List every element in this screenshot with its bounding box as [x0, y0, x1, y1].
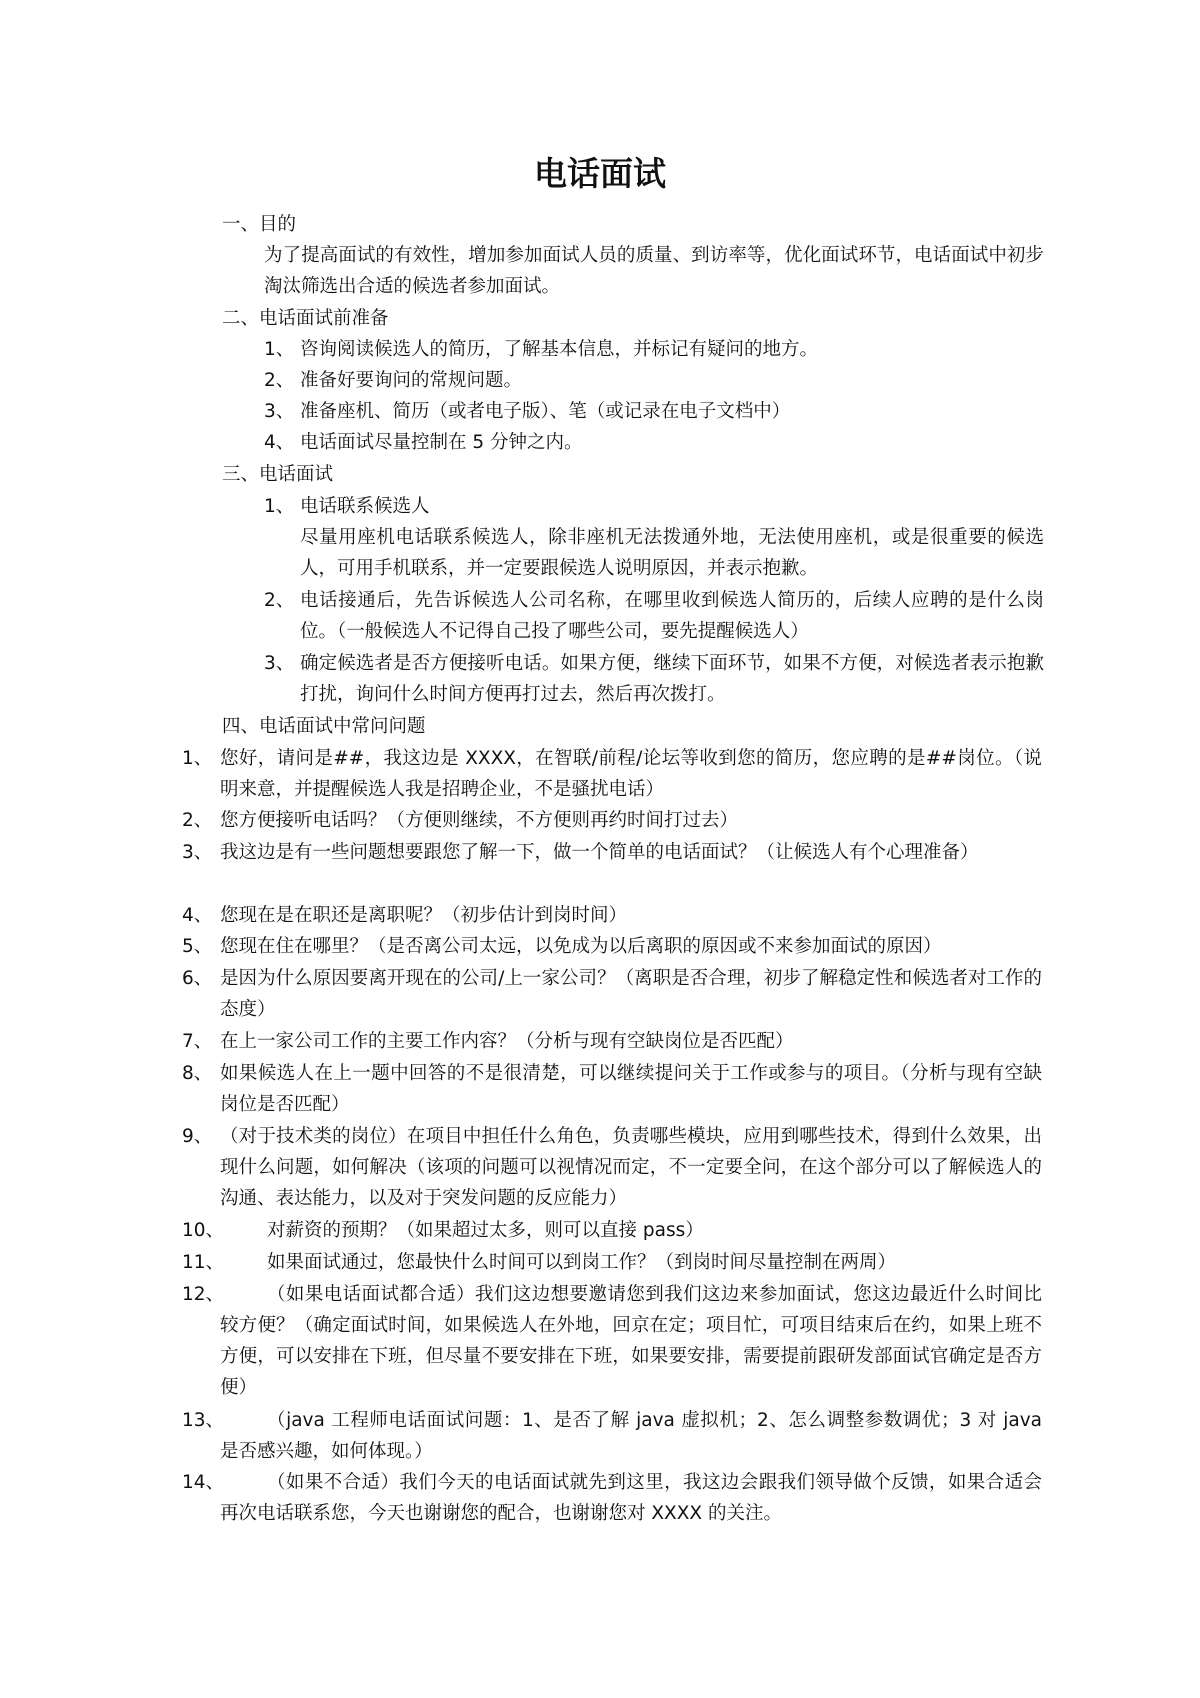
list-number: 5、 — [182, 936, 213, 957]
list-text: 我这边是有一些问题想要跟您了解一下，做一个简单的电话面试？（让候选人有个心理准备） — [220, 842, 979, 863]
list-text: 如果候选人在上一题中回答的不是很清楚，可以继续提问关于工作或参与的项目。（分析与现有空缺岗位是否匹配） — [220, 1063, 1042, 1115]
section-heading-purpose: 一、目的 — [222, 214, 297, 235]
list-text: （如果电话面试都合适）我们这边想要邀请您到我们这边来参加面试，您这边最近什么时间比较方便？（确定面试时间，如果候选人在外地，回京在定；项目忙，可项目结束后在约，如果上班不方便，可以安排在下班，但尽量不要安排在下班，如果要安排，需要提前跟研发部面试官确定是否方便） — [220, 1284, 1042, 1398]
list-number: 10、 — [182, 1220, 225, 1241]
purpose-paragraph: 为了提高面试的有效性，增加参加面试人员的质量、到访率等，优化面试环节，电话面试中初步淘汰筛选出合适的候选者参加面试。 — [264, 245, 1044, 297]
list-text: 准备好要询问的常规问题。 — [300, 370, 523, 391]
list-number: 3、 — [264, 401, 295, 422]
list-number: 2、 — [264, 370, 295, 391]
section-heading-common-questions: 四、电话面试中常问问题 — [222, 716, 426, 737]
list-number: 2、 — [182, 810, 213, 831]
list-item-body: 尽量用座机电话联系候选人，除非座机无法拨通外地，无法使用座机，或是很重要的候选人，可用手机联系，并一定要跟候选人说明原因，并表示抱歉。 — [300, 527, 1044, 579]
list-number: 1、 — [264, 496, 295, 517]
list-text: 准备座机、简历（或者电子版）、笔（或记录在电子文档中） — [300, 401, 791, 422]
list-number: 8、 — [182, 1063, 213, 1084]
list-text: 确定候选者是否方便接听电话。如果方便，继续下面环节，如果不方便，对候选者表示抱歉打扰，询问什么时间方便再打过去，然后再次拨打。 — [300, 653, 1044, 705]
list-number: 12、 — [182, 1284, 225, 1305]
list-text: 电话联系候选人 — [300, 496, 430, 517]
section-heading-phone-interview: 三、电话面试 — [222, 464, 334, 485]
list-text: （如果不合适）我们今天的电话面试就先到这里，我这边会跟我们领导做个反馈，如果合适会再次电话联系您，今天也谢谢您的配合，也谢谢您对 XXXX 的关注。 — [220, 1472, 1042, 1524]
list-number: 4、 — [264, 432, 295, 453]
list-number: 4、 — [182, 905, 213, 926]
list-text: 对薪资的预期？（如果超过太多，则可以直接 pass） — [267, 1220, 704, 1241]
list-number: 3、 — [182, 842, 213, 863]
list-number: 9、 — [182, 1126, 213, 1147]
list-text: 您现在是在职还是离职呢？（初步估计到岗时间） — [220, 905, 628, 926]
list-number: 13、 — [182, 1410, 225, 1431]
document-title: 电话面试 — [534, 154, 666, 193]
list-number: 7、 — [182, 1031, 213, 1052]
list-number: 1、 — [182, 748, 213, 769]
section-heading-preparation: 二、电话面试前准备 — [222, 308, 389, 329]
list-text: 您好，请问是##，我这边是 XXXX，在智联/前程/论坛等收到您的简历，您应聘的是##岗位。（说明来意，并提醒候选人我是招聘企业，不是骚扰电话） — [220, 748, 1042, 800]
list-number: 1、 — [264, 339, 295, 360]
list-text: 您方便接听电话吗？（方便则继续，不方便则再约时间打过去） — [220, 810, 739, 831]
list-text: 咨询阅读候选人的简历，了解基本信息，并标记有疑问的地方。 — [300, 339, 819, 360]
list-text: 如果面试通过，您最快什么时间可以到岗工作？（到岗时间尽量控制在两周） — [267, 1252, 897, 1273]
list-number: 14、 — [182, 1472, 225, 1493]
list-number: 2、 — [264, 590, 295, 611]
list-number: 6、 — [182, 968, 213, 989]
list-text: 您现在住在哪里？（是否离公司太远，以免成为以后离职的原因或不来参加面试的原因） — [220, 936, 942, 957]
list-text: 是因为什么原因要离开现在的公司/上一家公司？（离职是否合理，初步了解稳定性和候选者对工作的态度） — [220, 968, 1042, 1020]
list-text: （java 工程师电话面试问题：1、是否了解 java 虚拟机；2、怎么调整参数调优；3 对 java 是否感兴趣，如何体现。） — [220, 1410, 1042, 1462]
list-number: 3、 — [264, 653, 295, 674]
list-text: 电话接通后，先告诉候选人公司名称，在哪里收到候选人简历的，后续人应聘的是什么岗位。（一般候选人不记得自己投了哪些公司，要先提醒候选人） — [300, 590, 1044, 642]
list-text: 在上一家公司工作的主要工作内容？（分析与现有空缺岗位是否匹配） — [220, 1031, 794, 1052]
list-text: 电话面试尽量控制在 5 分钟之内。 — [300, 432, 583, 453]
list-number: 11、 — [182, 1252, 225, 1273]
list-text: （对于技术类的岗位）在项目中担任什么角色，负责哪些模块，应用到哪些技术，得到什么效果，出现什么问题，如何解决（该项的问题可以视情况而定，不一定要全问，在这个部分可以了解候选人的沟通、表达能力，以及对于突发问题的反应能力） — [220, 1126, 1042, 1209]
